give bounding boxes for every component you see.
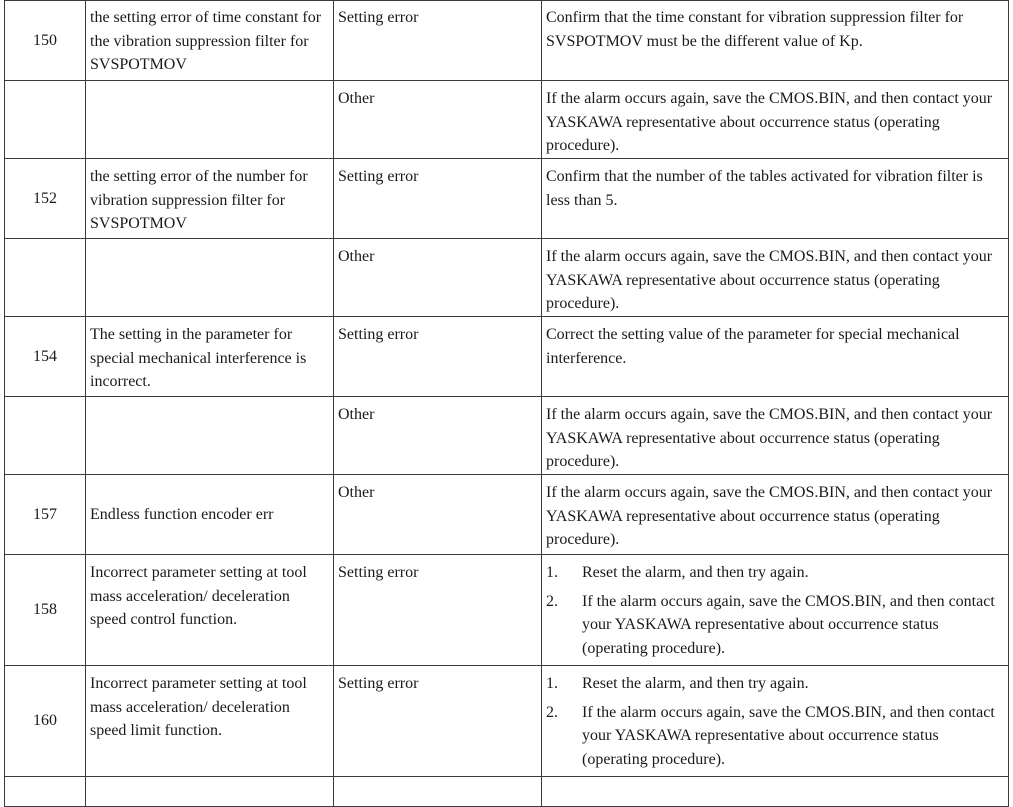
alarm-code: 158 <box>5 555 86 666</box>
remedy-steps <box>546 672 1004 771</box>
step-text: If the alarm occurs again, save the CMOS.BIN, and then contact your YASKAWA representative about occurrence status (operating procedure). <box>582 703 995 768</box>
alarm-description <box>86 239 334 317</box>
alarm-remedy <box>542 777 1009 807</box>
alarm-remedy: Confirm that the time constant for vibration suppression filter for SVSPOTMOV must be the different value of Kp. <box>542 1 1009 81</box>
alarm-code: 160 <box>5 666 86 777</box>
alarm-cause <box>334 777 542 807</box>
alarm-cause: Setting error <box>334 1 542 81</box>
remedy-step <box>546 561 1004 585</box>
step-number: 1. <box>546 675 558 692</box>
table-row <box>5 1 1009 81</box>
remedy-step <box>546 701 1004 772</box>
alarm-code <box>5 239 86 317</box>
table-row <box>5 555 1009 666</box>
alarm-remedy: Correct the setting value of the parameter for special mechanical interference. <box>542 317 1009 397</box>
step-number: 1. <box>546 564 558 581</box>
table-row <box>5 159 1009 239</box>
alarm-cause: Setting error <box>334 555 542 666</box>
table-row <box>5 666 1009 777</box>
alarm-code <box>5 81 86 159</box>
alarm-description: Incorrect parameter setting at tool mass acceleration/ deceleration speed limit function. <box>86 666 334 777</box>
table-row <box>5 777 1009 807</box>
alarm-code: 150 <box>5 1 86 81</box>
alarm-cause: Other <box>334 475 542 555</box>
table-row <box>5 81 1009 159</box>
table-row <box>5 475 1009 555</box>
alarm-remedy: If the alarm occurs again, save the CMOS.BIN, and then contact your YASKAWA representative about occurrence status (operating procedure). <box>542 239 1009 317</box>
step-number: 2. <box>546 592 558 610</box>
alarm-cause: Other <box>334 81 542 159</box>
alarm-code: 157 <box>5 475 86 555</box>
alarm-description: Endless function encoder err <box>86 475 334 555</box>
remedy-step <box>546 672 1004 696</box>
alarm-cause: Setting error <box>334 159 542 239</box>
alarm-cause: Setting error <box>334 317 542 397</box>
alarm-description <box>86 777 334 807</box>
alarm-description: the setting error of time constant for the vibration suppression filter for SVSPOTMOV <box>86 1 334 81</box>
step-text: If the alarm occurs again, save the CMOS.BIN, and then contact your YASKAWA representative about occurrence status (operating procedure). <box>582 592 995 657</box>
alarm-description: the setting error of the number for vibration suppression filter for SVSPOTMOV <box>86 159 334 239</box>
alarm-table <box>4 0 1009 807</box>
alarm-remedy <box>542 666 1009 777</box>
alarm-remedy <box>542 555 1009 666</box>
step-number: 2. <box>546 703 558 721</box>
alarm-code: 152 <box>5 159 86 239</box>
remedy-steps <box>546 561 1004 660</box>
alarm-remedy: If the alarm occurs again, save the CMOS.BIN, and then contact your YASKAWA representative about occurrence status (operating procedure). <box>542 475 1009 555</box>
alarm-description <box>86 397 334 475</box>
table-row <box>5 239 1009 317</box>
alarm-code: 154 <box>5 317 86 397</box>
alarm-remedy: If the alarm occurs again, save the CMOS.BIN, and then contact your YASKAWA representative about occurrence status (operating procedure). <box>542 397 1009 475</box>
alarm-cause: Other <box>334 397 542 475</box>
table-row <box>5 317 1009 397</box>
alarm-description: The setting in the parameter for special mechanical interference is incorrect. <box>86 317 334 397</box>
alarm-cause: Setting error <box>334 666 542 777</box>
alarm-description: Incorrect parameter setting at tool mass acceleration/ deceleration speed control function. <box>86 555 334 666</box>
alarm-remedy: Confirm that the number of the tables activated for vibration filter is less than 5. <box>542 159 1009 239</box>
alarm-code <box>5 397 86 475</box>
alarm-cause: Other <box>334 239 542 317</box>
step-text: Reset the alarm, and then try again. <box>582 564 809 581</box>
step-text: Reset the alarm, and then try again. <box>582 675 809 692</box>
alarm-description <box>86 81 334 159</box>
remedy-step <box>546 590 1004 661</box>
alarm-remedy: If the alarm occurs again, save the CMOS.BIN, and then contact your YASKAWA representative about occurrence status (operating procedure). <box>542 81 1009 159</box>
table-row <box>5 397 1009 475</box>
alarm-code <box>5 777 86 807</box>
